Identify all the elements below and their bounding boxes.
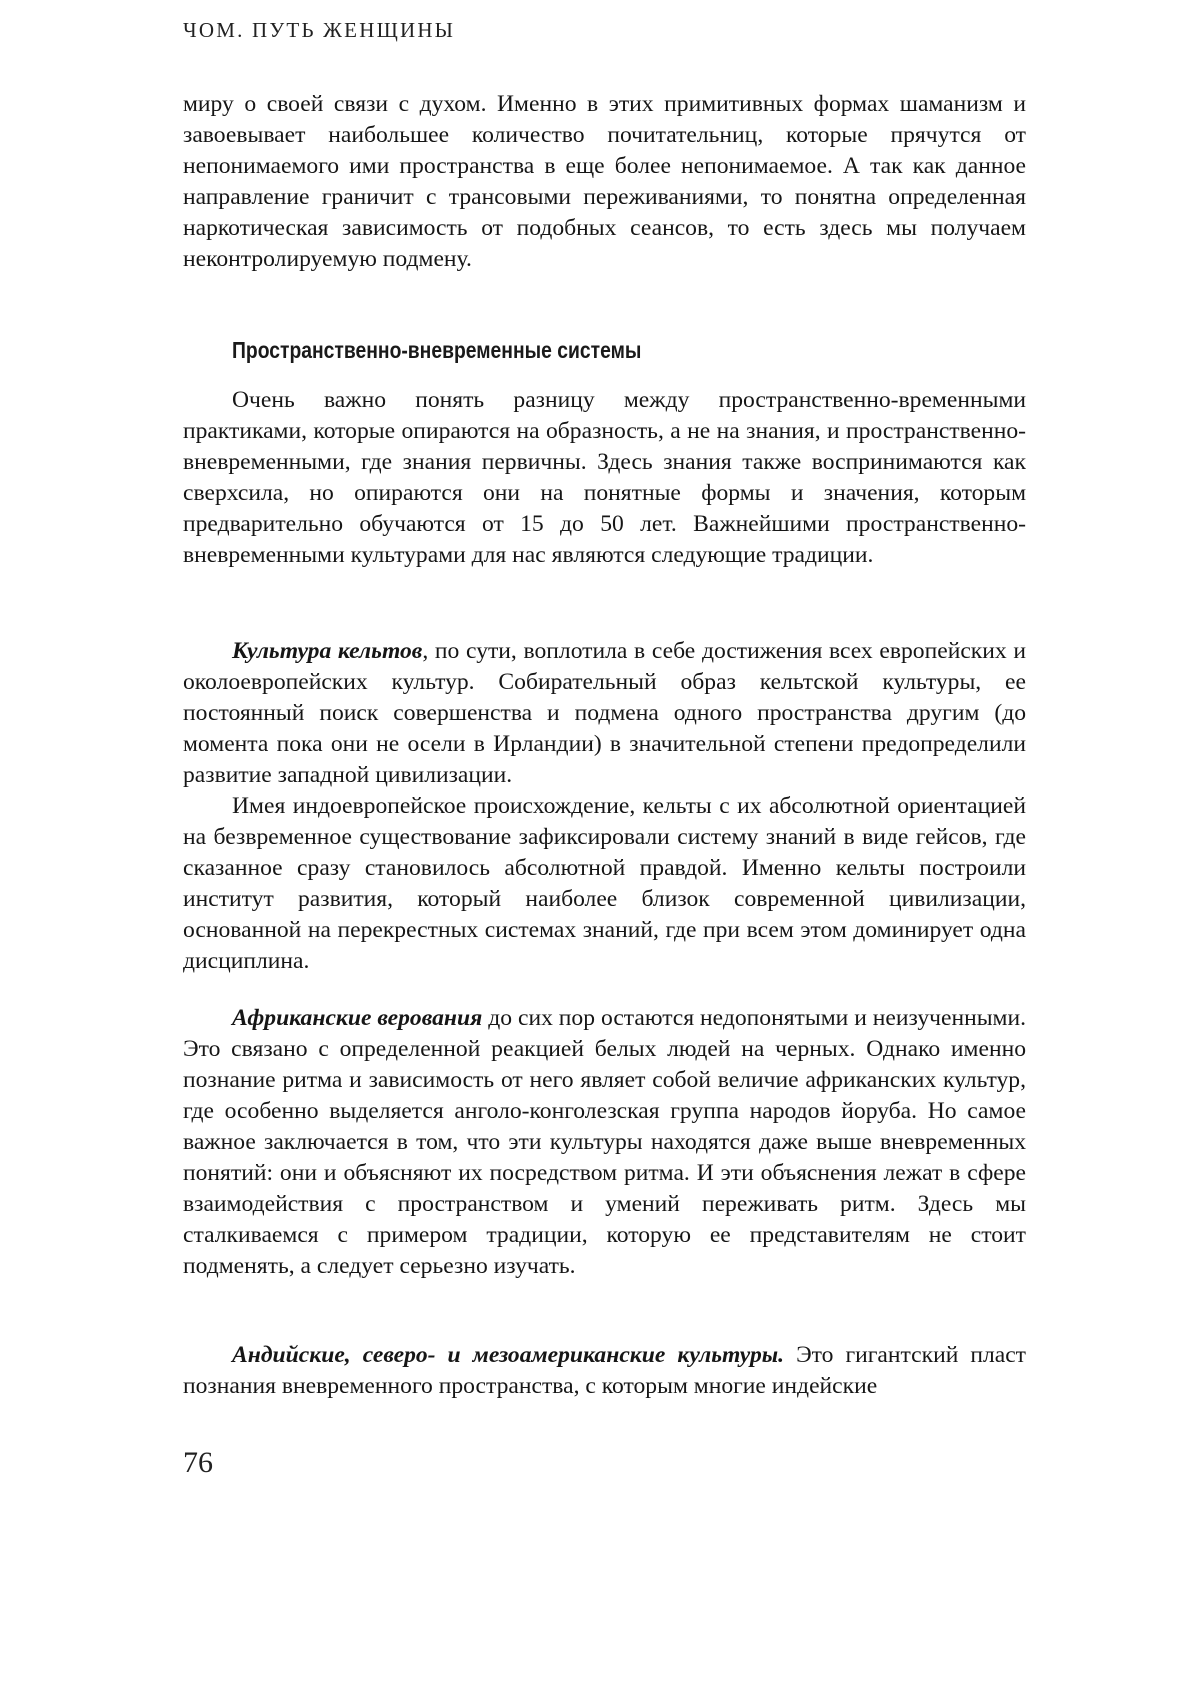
- celts-text: , по сути, воплотила в себе достижения всех европейских и околоевропейских культур. Собирательный образ кельтской культуры, ее постоянный поиск совершенства и подмена одного пространства другим (до момента пока они не осели в Ирландии) в значительной степени предопределили развитие западной цивилизации.: [183, 638, 1027, 788]
- celts-section: [183, 636, 1026, 977]
- andes-term: Андийские, северо- и мезоамериканские культуры.: [232, 1342, 785, 1368]
- celts-paragraph-2: Имея индоевропейское происхождение, кельты с их абсолютной ориентацией на безвременное существование зафиксировали систему знаний в виде гейсов, где сказанное сразу становилось абсолютной правдой. Именно кельты построили институт развития, который наиболее близок современной цивилизации, основанной на перекрестных системах знаний, где при всем этом доминирует одна дисциплина.: [183, 793, 1026, 974]
- celts-paragraph: [183, 636, 1026, 791]
- page-number: 76: [183, 1446, 213, 1479]
- running-head: ЧОМ. ПУТЬ ЖЕНЩИНЫ: [183, 18, 456, 42]
- intro-text: миру о своей связи с духом. Именно в этих примитивных формах шаманизм и завоевывает наибольшее количество почитательниц, которые прячутся от непонимаемого ими пространства в еще более непонимаемое. А так как данное направление граничит с трансовыми переживаниями, то понятна определенная наркотическая зависимость от подобных сеансов, то есть здесь мы получаем неконтролируемую подмену.: [183, 91, 1026, 272]
- africa-paragraph: [183, 1003, 1026, 1282]
- systems-paragraph: [183, 385, 1026, 571]
- section-heading: Пространственно-вневременные системы: [232, 337, 642, 363]
- intro-paragraph: [183, 89, 1026, 275]
- andes-paragraph: [183, 1340, 1026, 1402]
- andes-section: [183, 1340, 1026, 1402]
- africa-text: до сих пор остаются недопонятыми и неизученными. Это связано с определенной реакцией белых людей на черных. Однако именно познание ритма и зависимость от него являет собой величие африканских культур, где особенно выделяется анголо-конголезская группа народов йоруба. Но самое важное заключается в том, что эти культуры находятся даже выше вневременных понятий: они и объясняют их посредством ритма. И эти объяснения лежат в сфере взаимодействия с пространством и умений переживать ритм. Здесь мы сталкиваемся с примером традиции, которую ее представителям не стоит подменять, а следует серьезно изучать.: [183, 1005, 1027, 1279]
- africa-section: [183, 1003, 1026, 1282]
- systems-text: Очень важно понять разницу между пространственно-временными практиками, которые опираются на образность, а не на знания, и пространственно-вневременными, где знания первичны. Здесь знания также воспринимаются как сверхсила, но опираются они на понятные формы и значения, которым предварительно обучаются от 15 до 50 лет. Важнейшими пространственно-вневременными культурами для нас являются следующие традиции.: [183, 387, 1026, 568]
- andes-text: Это гигантский пласт познания вневременного пространства, с которым многие индейские: [183, 1342, 1026, 1399]
- celts-term: Культура кельтов: [232, 638, 423, 664]
- africa-term: Африканские верования: [232, 1005, 483, 1031]
